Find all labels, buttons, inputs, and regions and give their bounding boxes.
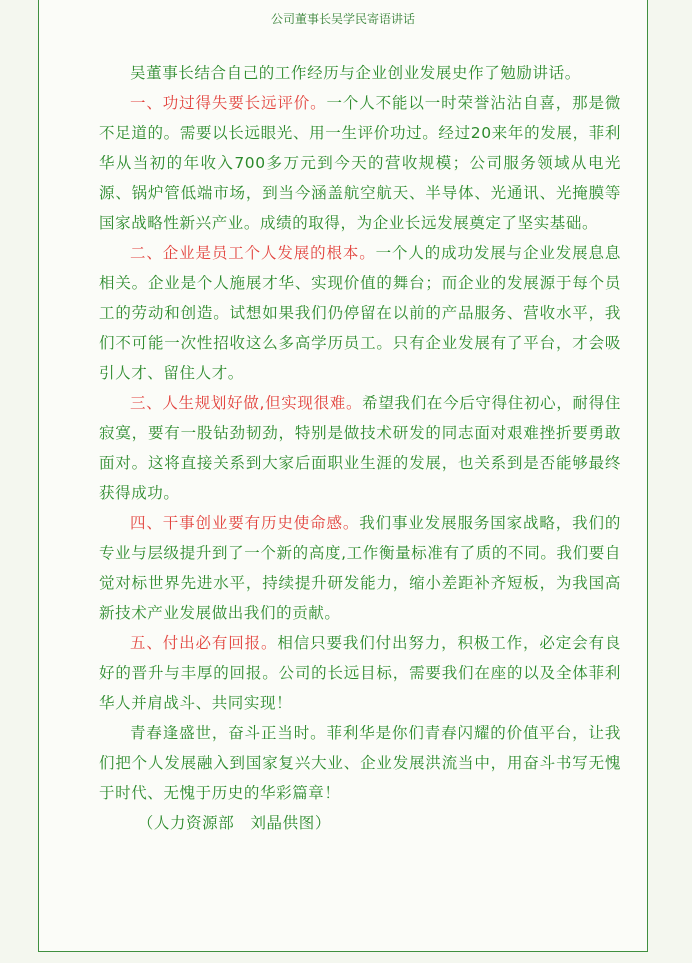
photo-credit: （人力资源部 刘晶供图） — [137, 814, 331, 832]
point-heading-3: 三、人生规划好做,但实现很难。 — [130, 394, 363, 412]
point-paragraph-4 — [99, 508, 621, 628]
point-heading-4: 四、干事创业要有历史使命感。 — [130, 514, 360, 532]
page-header: 公司董事长吴学民寄语讲话 — [270, 12, 415, 26]
point-text-4: 我们事业发展服务国家战略，我们的专业与层级提升到了一个新的高度,工作衡量标准有了质的不同。我们要自觉对标世界先进水平，持续提升研发能力，缩小差距补齐短板，为我国高新技术产业发展做出我们的贡献。 — [99, 514, 621, 622]
point-heading-5: 五、付出必有回报。 — [130, 634, 278, 652]
point-paragraph-1 — [99, 88, 621, 238]
point-heading-1: 一、功过得失要长远评价。 — [130, 94, 327, 112]
point-text-1: 一个人不能以一时荣誉沾沾自喜，那是微不足道的。需要以长远眼光、用一生评价功过。经过20来年的发展，菲利华从当初的年收入700多万元到今天的营收规模；公司服务领域从电光源、锅炉管低端市场，到当今涵盖航空航天、半导体、光通讯、光掩膜等国家战略性新兴产业。成绩的取得，为企业长远发展奠定了坚实基础。 — [99, 94, 621, 232]
closing-paragraph: 青春逢盛世，奋斗正当时。菲利华是你们青春闪耀的价值平台，让我们把个人发展融入到国家复兴大业、企业发展洪流当中，用奋斗书写无愧于时代、无愧于历史的华彩篇章！ — [99, 724, 621, 802]
point-heading-2: 二、企业是员工个人发展的根本。 — [130, 244, 376, 262]
point-paragraph-2 — [99, 238, 621, 388]
point-text-3: 希望我们在今后守得住初心，耐得住寂寞，要有一股钻劲韧劲，特别是做技术研发的同志面对艰难挫折要勇敢面对。这将直接关系到大家后面职业生涯的发展，也关系到是否能够最终获得成功。 — [99, 394, 621, 502]
point-text-2: 一个人的成功发展与企业发展息息相关。企业是个人施展才华、实现价值的舞台；而企业的发展源于每个员工的劳动和创造。试想如果我们仍停留在以前的产品服务、营收水平，我们不可能一次性招收这么多高学历员工。只有企业发展有了平台，才会吸引人才、留住人才。 — [99, 244, 621, 382]
point-paragraph-3 — [99, 388, 621, 508]
point-paragraph-5 — [99, 628, 621, 718]
article-body — [99, 58, 621, 838]
intro-paragraph: 吴董事长结合自己的工作经历与企业创业发展史作了勉励讲话。 — [130, 64, 581, 82]
article-page — [38, 0, 648, 952]
point-text-5: 相信只要我们付出努力，积极工作，必定会有良好的晋升与丰厚的回报。公司的长远目标，需要我们在座的以及全体菲利华人并肩战斗、共同实现！ — [99, 634, 621, 712]
